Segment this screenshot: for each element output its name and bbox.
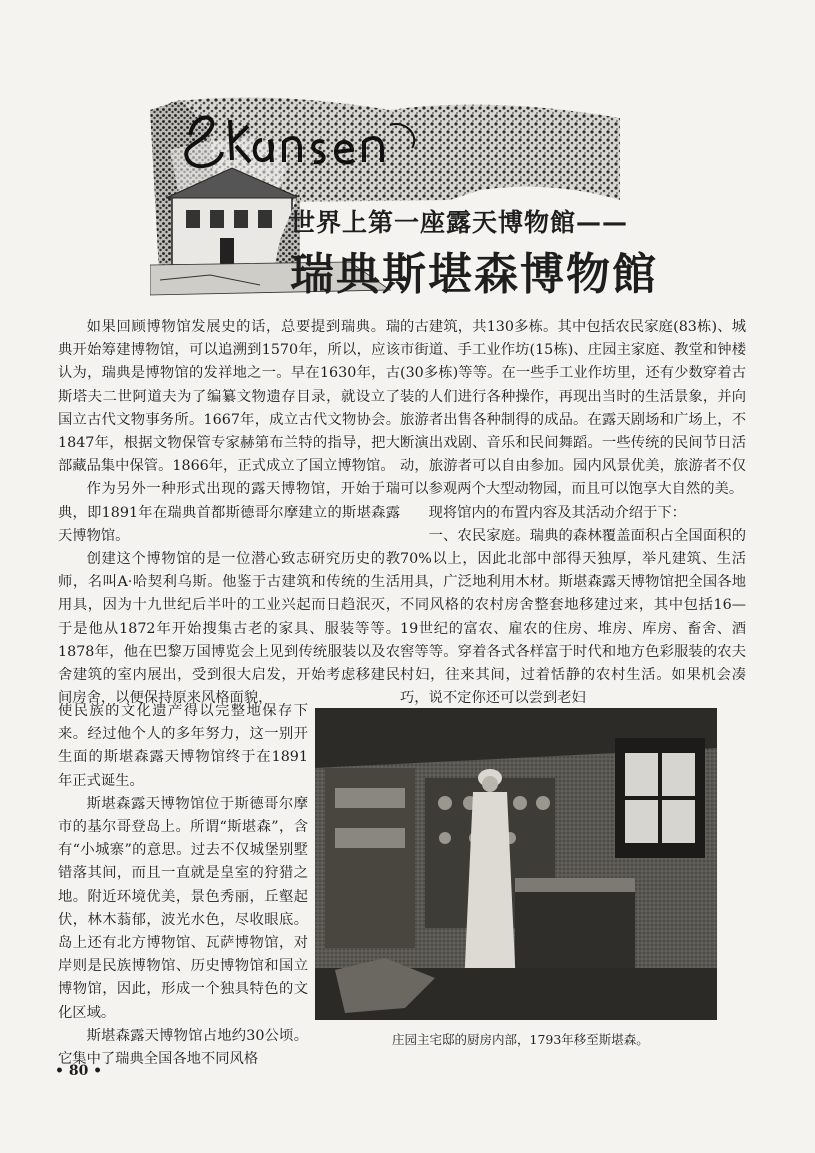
photo-caption: 庄园主宅邸的厨房内部，1793年移至斯堪森。: [392, 1032, 649, 1047]
paragraph: 使民族的文化遗产得以完整地保存下来。经过他个人的多年努力，这一别开生面的斯堪森露天博物馆终于在1891年正式诞生。: [58, 703, 308, 789]
paragraph: 斯堪森露天博物馆占地约30公顷。它集中了瑞典全国各地不同风格: [58, 1027, 308, 1068]
paragraph: 现将馆内的布置内容及其活动介绍于下：: [428, 504, 686, 521]
left-column: [58, 316, 400, 710]
kitchen-photo: [315, 708, 717, 1020]
right-column: [400, 316, 746, 710]
paragraph: 如果回顾博物馆发展史的话，总要提到瑞典。瑞典开始筹建博物馆，可以追溯到1570年，所以，应该认为，瑞典是博物馆的发祥地之一。早在1630年，古斯塔夫二世阿道夫为了编纂文物遗存目录，就设立了国立古代文物事务所。1667年，成立古代文物协会。1847年，根据文物保管专家赫第布兰特的指导，把大部藏品集中保管。1866年，正式成立了国立博物馆。: [58, 319, 400, 475]
paragraph: 一、农民家庭。瑞典的森林覆盖面积占全国面积的70%以上，因此北部中部得天独厚，举凡建筑、生活用具，广泛地利用木材。斯堪森露天博物馆把全国各地不同风格的农村房舍整套地移建过来，其中包括16—19世纪的富农、雇农的住房、堆房、库房、畜舍、酒窖等等。穿着各式各样富于时代和地方色彩服装的农夫村妇，往来其间，过着恬静的农村生活。如果机会凑巧，说不定你还可以尝到老妇: [400, 527, 746, 707]
paragraph: 作为另外一种形式出现的露天博物馆，开始于瑞典，即1891年在瑞典首都斯德哥尔摩建立的斯堪森露天博物馆。: [58, 481, 400, 544]
page-title: 瑞典斯堪森博物館: [290, 249, 658, 300]
paragraph: 斯堪森露天博物馆位于斯德哥尔摩市的基尔哥登岛上。所谓“斯堪森”，含有“小城寨”的意思。过去不仅城堡别墅错落其间，而且一直就是皇室的狩猎之地。附近环境优美，景色秀丽，丘壑起伏，林木蓊郁，波光水色，尽收眼底。岛上还有北方博物馆、瓦萨博物馆，对岸则是民族博物馆、历史博物馆和国立博物馆，因此，形成一个独具特色的文化区域。: [58, 795, 308, 1021]
paragraph: 的古建筑，共130多栋。其中包括农民家庭(83栋)、城市街道、手工业作坊(15栋)、庄园主家庭、教堂和钟楼(30多栋)等等。在一些手工业作坊里，还有少数穿着古装的人们进行各种操作，再现出当时的生活景象，并向旅游者出售各种制得的成品。在露天剧场和广场上，不断演出戏剧、音乐和民间舞蹈。一些传统的民间节日活动，旅游者可以自由参加。园内风景优美，旅游者不仅可以参观两个大型动物园，而且可以饱享大自然的美。: [400, 319, 746, 498]
paragraph: 创建这个博物馆的是一位潜心致志研究历史的教师，名叫A·哈契利乌斯。他鉴于古建筑和传统的生活用具，因为十九世纪后半叶的工业兴起而日趋泯灭，于是他从1872年开始搜集古老的家具、服装等等。1878年，他在巴黎万国博览会上见到传统服装以及农舍建筑的室内展出，受到很大启发，开始考虑移建民间房舍，以便保持原来风格面貌，: [58, 551, 400, 707]
page-number: • 80 •: [55, 1063, 103, 1079]
left-narrow-column: [58, 700, 308, 1071]
subtitle: 世界上第一座露天博物館——: [290, 208, 629, 237]
